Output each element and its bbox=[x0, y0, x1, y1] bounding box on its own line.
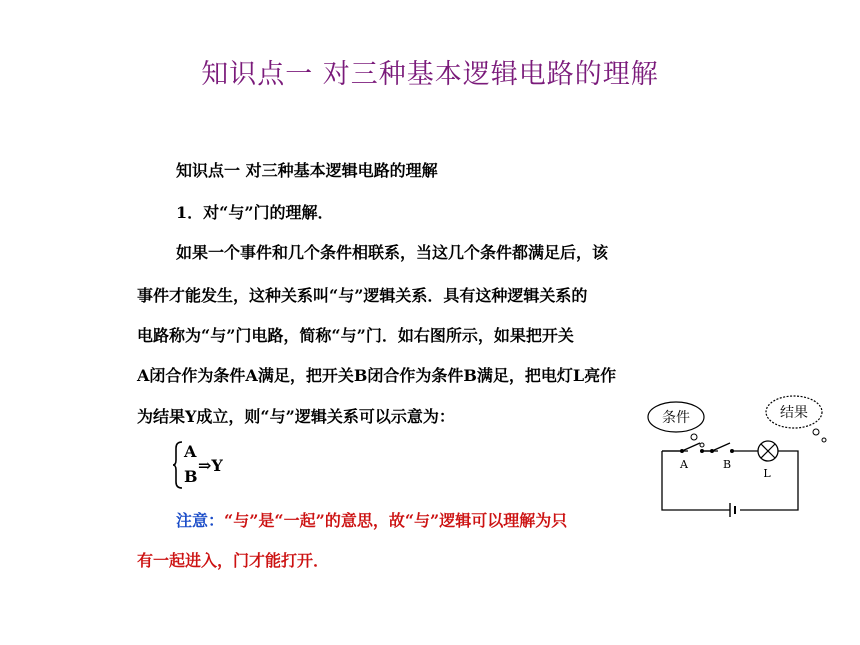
and-gate-circuit-diagram bbox=[640, 390, 850, 530]
paragraph-line-4: A闭合作为条件A满足，把开关B闭合作为条件B满足，把电灯L亮作 bbox=[137, 366, 617, 385]
section-heading: 知识点一 对三种基本逻辑电路的理解 bbox=[176, 161, 438, 180]
note-text-1: “与”是“一起”的意思，故“与”逻辑可以理解为只 bbox=[224, 511, 568, 530]
slide-title: 知识点一 对三种基本逻辑电路的理解 bbox=[201, 59, 659, 90]
result-bubble-label: 结果 bbox=[780, 405, 808, 421]
note-label: 注意： bbox=[176, 511, 225, 530]
switch-a bbox=[682, 443, 700, 451]
paragraph-line-1: 如果一个事件和几个条件相联系，当这几个条件都满足后，该 bbox=[176, 243, 609, 262]
formula-input-a: A bbox=[184, 442, 197, 461]
condition-bubble-label: 条件 bbox=[662, 410, 690, 426]
paragraph-line-3: 电路称为“与”门电路，简称“与”门．如右图所示，如果把开关 bbox=[137, 326, 574, 345]
paragraph-line-5: 为结果Y成立，则“与”逻辑关系可以示意为： bbox=[137, 407, 455, 426]
paragraph-line-2: 事件才能发生，这种关系叫“与”逻辑关系．具有这种逻辑关系的 bbox=[137, 286, 588, 305]
note-line-1 bbox=[176, 508, 567, 531]
formula-output: ⇒Y bbox=[198, 456, 223, 475]
formula-input-b: B bbox=[184, 467, 198, 486]
note-line-2: 有一起进入，门才能打开． bbox=[137, 551, 330, 570]
switch-a-label: A bbox=[680, 458, 688, 471]
lamp-label: L bbox=[763, 467, 771, 480]
switch-b-label: B bbox=[722, 458, 732, 471]
left-brace bbox=[172, 440, 184, 490]
item-1-heading: 1．对“与”门的理解． bbox=[176, 203, 334, 222]
switch-b bbox=[712, 443, 730, 451]
and-logic-formula bbox=[172, 440, 242, 490]
